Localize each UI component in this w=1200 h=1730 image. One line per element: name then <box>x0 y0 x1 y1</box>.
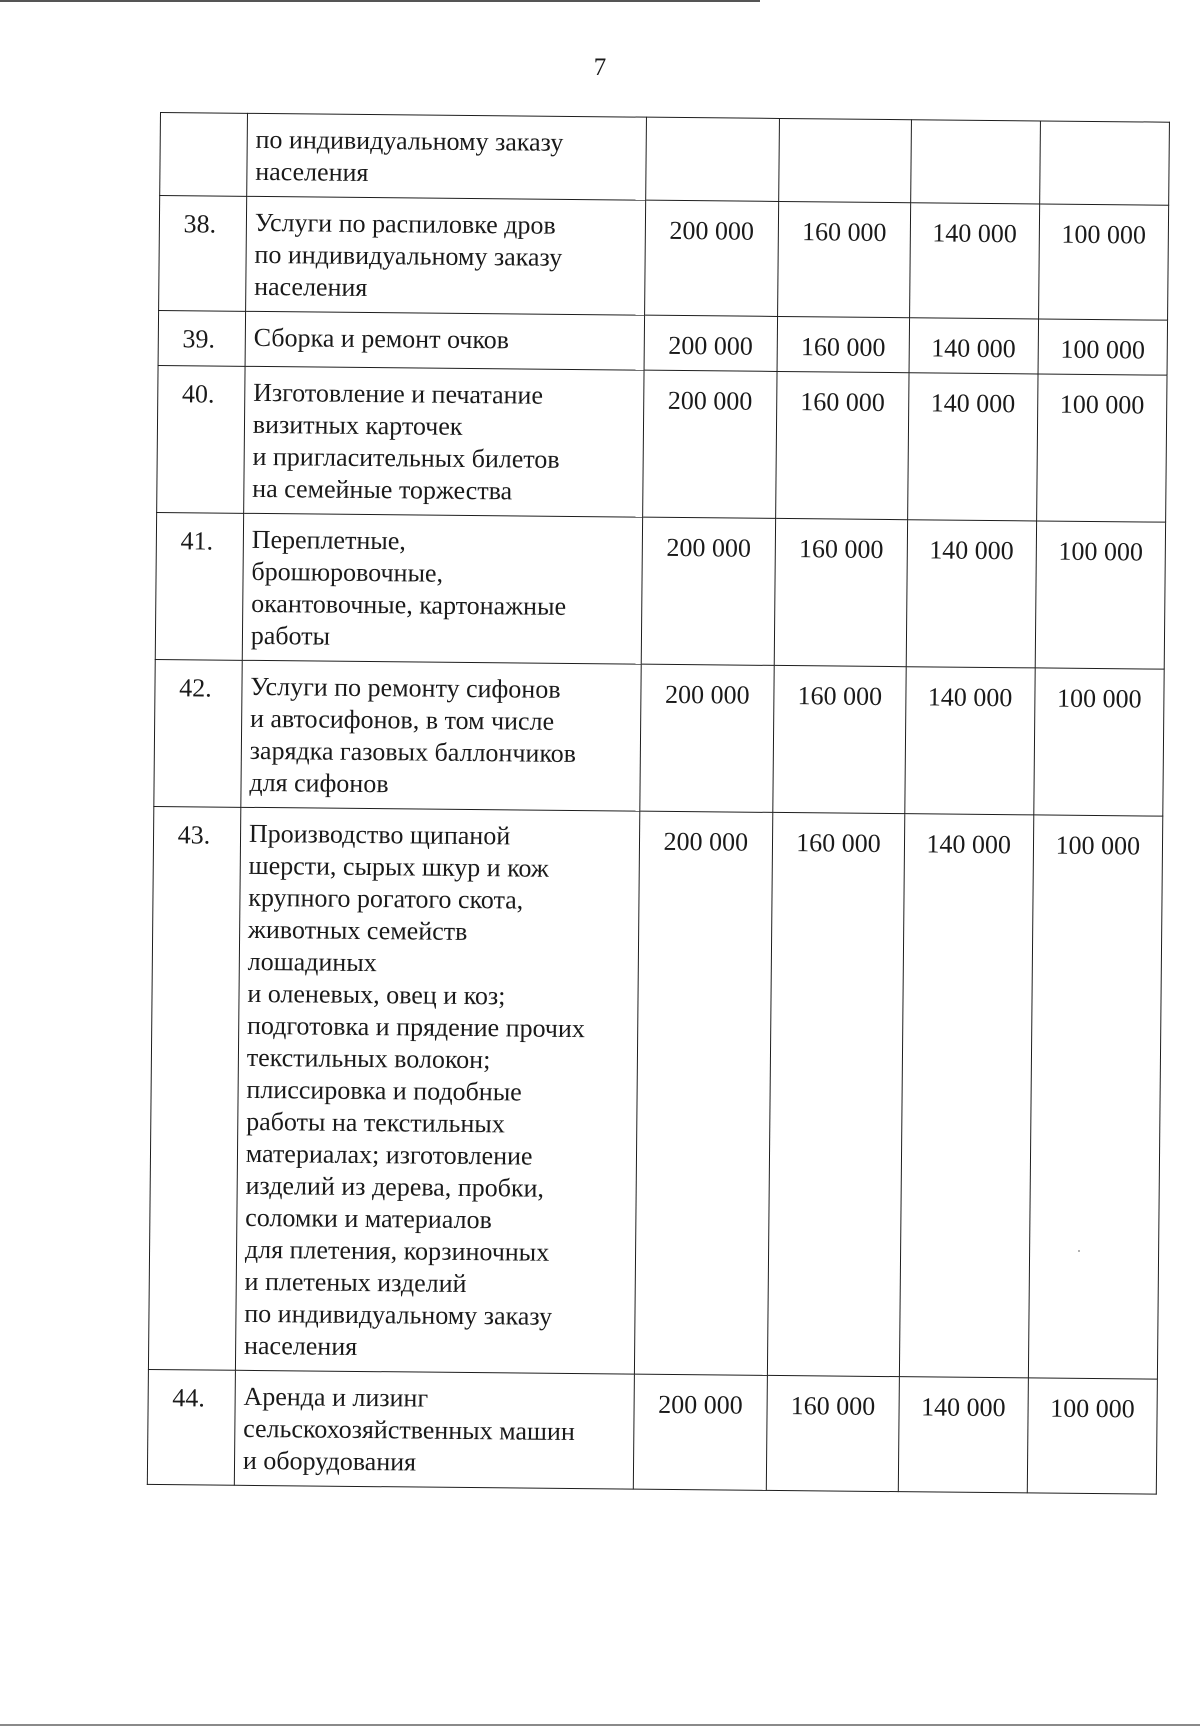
description-line: и плетеных изделий <box>244 1266 467 1298</box>
table-row <box>159 196 1169 321</box>
description-line: для сифонов <box>249 767 389 799</box>
amount-cell-2: 160 000 <box>774 518 907 666</box>
amount-cell-2 <box>779 118 911 202</box>
description-line: Аренда и лизинг <box>243 1381 429 1413</box>
amount-cell-1: 200 000 <box>642 370 777 518</box>
description-line: и автосифонов, в том числе <box>249 703 555 736</box>
scan-speck <box>1078 1250 1080 1252</box>
amount-cell-1 <box>645 117 779 201</box>
description-line: для плетения, корзиночных <box>244 1234 550 1267</box>
description-line: и оленевых, овец и коз; <box>247 978 506 1011</box>
service-description <box>234 1370 634 1489</box>
description-line: населения <box>243 1330 358 1361</box>
amount-cell-3: 140 000 <box>909 318 1039 374</box>
table-row <box>158 310 1167 375</box>
service-description <box>244 366 644 517</box>
amount-cell-4: 100 000 <box>1027 1378 1157 1494</box>
amount-cell-4: 100 000 <box>1028 815 1163 1379</box>
description-line: населения <box>254 271 368 302</box>
description-line: Производство щипаной <box>248 818 511 851</box>
description-line: Сборка и ремонт очков <box>253 322 510 355</box>
row-number: 42. <box>154 659 242 807</box>
description-line: плиссировка и подобные <box>246 1074 522 1107</box>
amount-cell-2: 160 000 <box>768 812 905 1376</box>
description-line: текстильных волокон; <box>246 1042 491 1075</box>
description-line: на семейные торжества <box>252 473 513 506</box>
description-line: Переплетные, <box>251 524 406 556</box>
description-line: Изготовление и печатание <box>253 377 544 410</box>
table-row <box>157 365 1167 522</box>
service-description <box>245 196 645 315</box>
amount-cell-1: 200 000 <box>641 517 776 665</box>
description-line: зарядка газовых баллончиков <box>249 735 577 769</box>
description-line: по индивидуальному заказу <box>254 239 563 272</box>
table-row <box>160 113 1170 206</box>
amount-cell-2: 160 000 <box>777 316 909 372</box>
amount-cell-2: 160 000 <box>766 1375 899 1491</box>
service-description <box>235 807 639 1374</box>
description-line: визитных карточек <box>252 409 463 441</box>
service-description <box>241 660 641 811</box>
description-line: лошадиных <box>247 946 377 978</box>
page-number: 7 <box>593 54 607 81</box>
scan-edge-top <box>0 0 760 2</box>
row-number: 40. <box>157 365 245 513</box>
service-description <box>247 113 646 200</box>
amount-cell-2: 160 000 <box>776 371 909 519</box>
description-line: населения <box>255 156 369 188</box>
description-line: и оборудования <box>242 1445 417 1477</box>
description-line: материалах; изготовление <box>245 1138 533 1171</box>
amount-cell-3: 140 000 <box>904 667 1035 815</box>
amount-cell-4: 100 000 <box>1035 521 1166 669</box>
scan-edge-bottom <box>0 1724 1200 1726</box>
description-line: сельскохозяйственных машин <box>243 1413 575 1447</box>
row-number <box>160 113 248 197</box>
amount-cell-4: 100 000 <box>1038 204 1168 320</box>
amount-cell-3 <box>910 120 1040 204</box>
description-line: работы на текстильных <box>246 1106 505 1139</box>
amount-cell-3: 140 000 <box>906 520 1037 668</box>
amount-cell-4 <box>1039 121 1169 205</box>
amount-cell-3: 140 000 <box>899 814 1034 1378</box>
amount-cell-1: 200 000 <box>639 664 774 812</box>
description-line: Услуги по распиловке дров <box>254 207 556 240</box>
description-line: по индивидуальному заказу <box>244 1298 553 1331</box>
table-body <box>147 113 1169 1495</box>
row-number: 38. <box>159 196 247 312</box>
description-line: по индивидуальному заказу <box>255 124 564 157</box>
description-line: работы <box>250 620 331 651</box>
amount-cell-3: 140 000 <box>898 1377 1028 1493</box>
amount-cell-2: 160 000 <box>773 665 906 813</box>
amount-cell-4: 100 000 <box>1034 668 1165 816</box>
tariff-table <box>147 112 1170 1495</box>
row-number: 43. <box>148 806 240 1370</box>
amount-cell-3: 140 000 <box>909 203 1039 319</box>
service-description <box>242 513 642 664</box>
description-line: шерсти, сырых шкур и кож <box>248 850 549 883</box>
service-description <box>245 311 644 370</box>
description-line: подготовка и прядение прочих <box>246 1010 586 1044</box>
description-line: брошюровочные, <box>251 556 444 588</box>
table-row <box>155 512 1165 669</box>
description-line: животных семейств <box>247 914 468 946</box>
row-number: 41. <box>155 512 243 660</box>
description-line: крупного рогатого скота, <box>248 882 524 915</box>
description-line: изделий из дерева, пробки, <box>245 1170 545 1203</box>
row-number: 39. <box>158 310 245 366</box>
amount-cell-1: 200 000 <box>634 811 773 1375</box>
table-row <box>147 1369 1157 1494</box>
amount-cell-1: 200 000 <box>644 315 778 371</box>
row-number: 44. <box>147 1369 235 1485</box>
amount-cell-1: 200 000 <box>644 200 779 316</box>
description-line: соломки и материалов <box>245 1202 492 1235</box>
table-row <box>154 659 1164 816</box>
amount-cell-3: 140 000 <box>907 373 1038 521</box>
description-line: Услуги по ремонту сифонов <box>250 671 561 704</box>
description-line: окантовочные, картонажные <box>251 588 567 621</box>
amount-cell-1: 200 000 <box>633 1374 768 1490</box>
description-line: и пригласительных билетов <box>252 441 560 474</box>
table-row <box>148 806 1162 1379</box>
amount-cell-4: 100 000 <box>1036 374 1167 522</box>
amount-cell-4: 100 000 <box>1038 319 1168 375</box>
amount-cell-2: 160 000 <box>778 201 911 317</box>
